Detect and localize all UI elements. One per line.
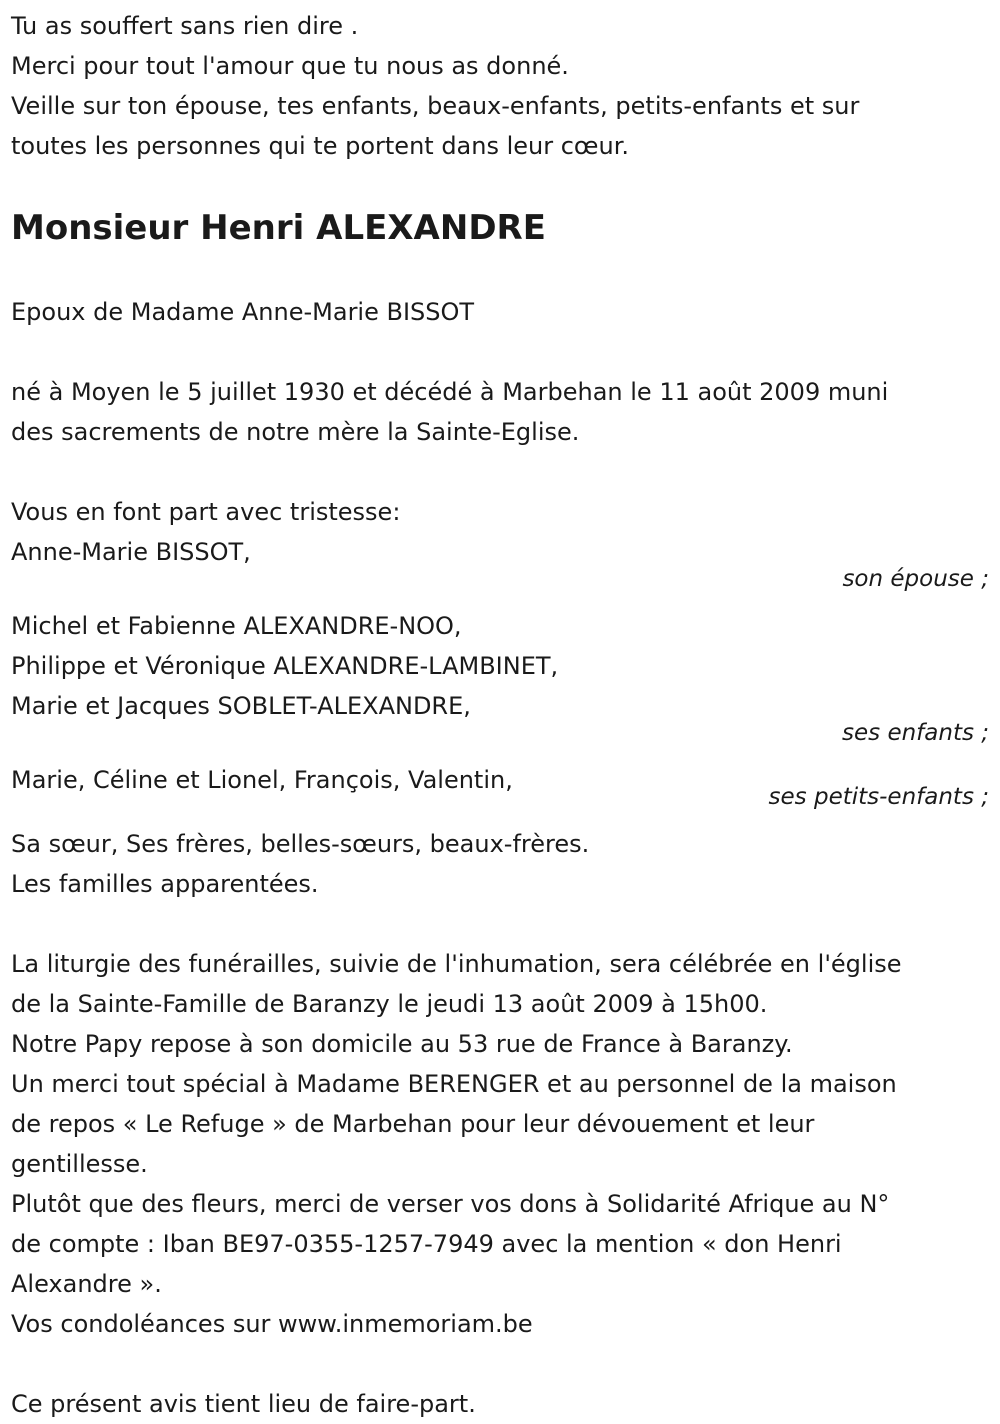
obituary-notice [11, 6, 991, 1424]
spouse-line: Epoux de Madame Anne-Marie BISSOT [11, 298, 475, 326]
relation-label: ses enfants ; [842, 720, 989, 746]
family-name-line: Philippe et Véronique ALEXANDRE-LAMBINET, [11, 652, 559, 680]
family-name-line: Anne-Marie BISSOT, [11, 538, 251, 566]
details-line: Plutôt que des fleurs, merci de verser vos dons à Solidarité Afrique au N° [11, 1190, 890, 1218]
children-group [11, 606, 991, 748]
intro-line: Tu as souffert sans rien dire . [11, 12, 359, 40]
birth-death-line: des sacrements de notre mère la Sainte-Eglise. [11, 418, 580, 446]
details-line: gentillesse. [11, 1150, 148, 1178]
closing-line: Ce présent avis tient lieu de faire-part. [11, 1390, 476, 1418]
grandchildren-group [11, 760, 991, 812]
announcement-line: Vous en font part avec tristesse: [11, 498, 401, 526]
relation-label: ses petits-enfants ; [768, 784, 989, 810]
funeral-details [11, 944, 991, 1344]
details-line: de compte : Iban BE97-0355-1257-7949 avec la mention « don Henri [11, 1230, 842, 1258]
relation-label: son épouse ; [842, 566, 989, 592]
other-relatives [11, 824, 991, 904]
deceased-name: Monsieur Henri ALEXANDRE [11, 208, 546, 248]
spacer [11, 1344, 991, 1384]
details-line: Un merci tout spécial à Madame BERENGER et au personnel de la maison [11, 1070, 897, 1098]
family-name-line: Michel et Fabienne ALEXANDRE-NOO, [11, 612, 462, 640]
details-line: La liturgie des funérailles, suivie de l'inhumation, sera célébrée en l'église [11, 950, 902, 978]
family-name-line: Sa sœur, Ses frères, belles-sœurs, beaux-frères. [11, 830, 590, 858]
spacer [11, 904, 991, 944]
details-line: de repos « Le Refuge » de Marbehan pour leur dévouement et leur [11, 1110, 815, 1138]
family-section [11, 492, 991, 904]
birth-death-line: né à Moyen le 5 juillet 1930 et décédé à Marbehan le 11 août 2009 muni [11, 378, 889, 406]
condolences-line: Vos condoléances sur www.inmemoriam.be [11, 1310, 533, 1338]
spacer [11, 332, 991, 372]
intro-poem [11, 6, 991, 166]
birth-death-info [11, 372, 991, 452]
spouse-group [11, 532, 991, 594]
details-line: de la Sainte-Famille de Baranzy le jeudi 13 août 2009 à 15h00. [11, 990, 768, 1018]
details-line: Alexandre ». [11, 1270, 162, 1298]
intro-line: Veille sur ton épouse, tes enfants, beaux-enfants, petits-enfants et sur [11, 92, 860, 120]
intro-line: Merci pour tout l'amour que tu nous as donné. [11, 52, 569, 80]
family-name-line: Marie et Jacques SOBLET-ALEXANDRE, [11, 692, 471, 720]
family-name-line: Les familles apparentées. [11, 870, 319, 898]
details-line: Notre Papy repose à son domicile au 53 rue de France à Baranzy. [11, 1030, 793, 1058]
family-name-line: Marie, Céline et Lionel, François, Valentin, [11, 766, 513, 794]
intro-line: toutes les personnes qui te portent dans leur cœur. [11, 132, 629, 160]
spacer [11, 452, 991, 492]
